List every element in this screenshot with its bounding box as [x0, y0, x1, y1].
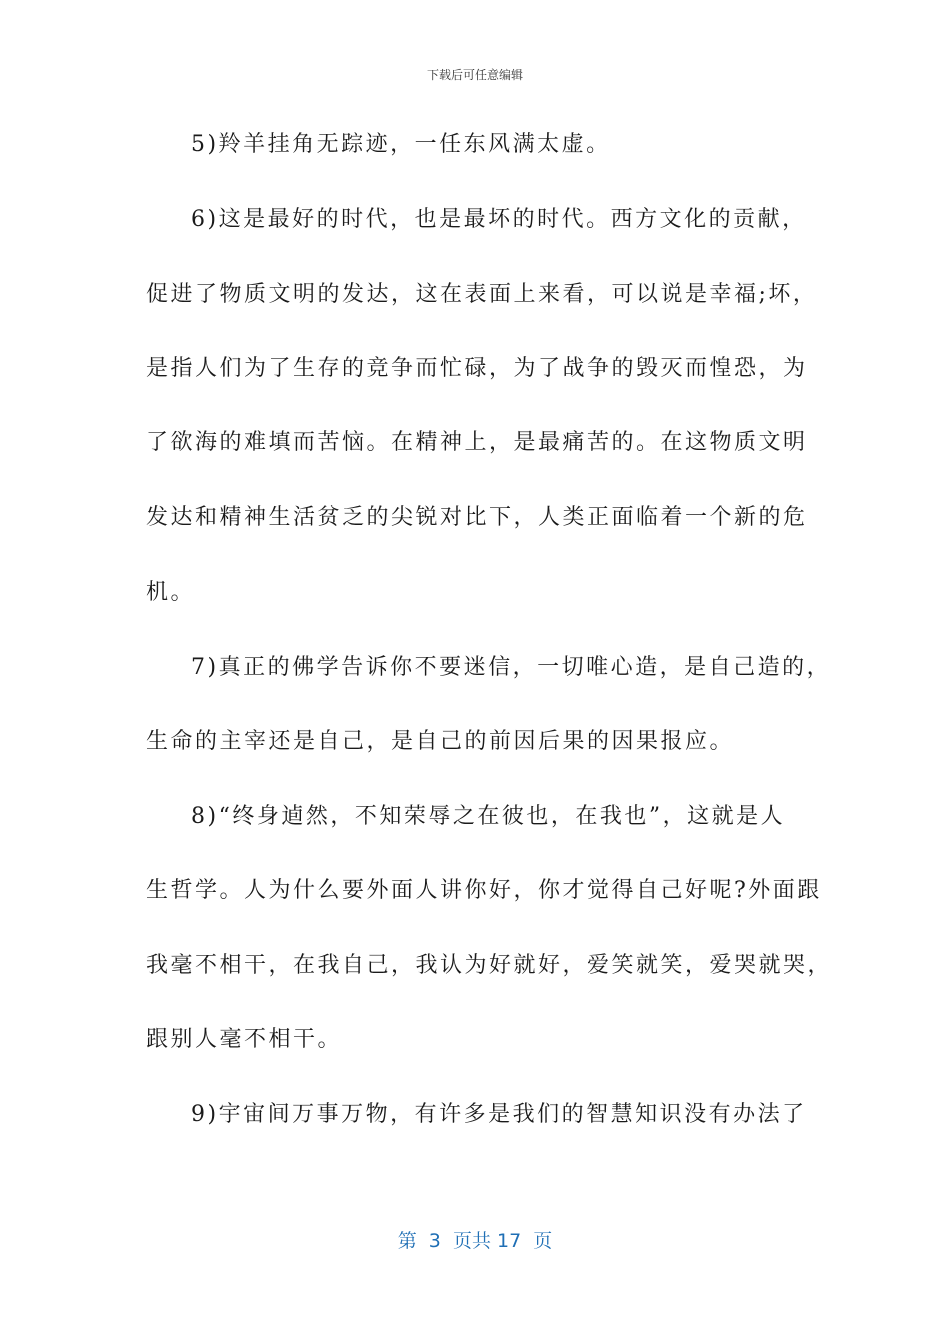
paragraph-6-line-6: 机。 — [146, 580, 196, 605]
paragraph-7-line-1: 7)真正的佛学告诉你不要迷信，一切唯心造，是自己造的， — [191, 655, 832, 680]
paragraph-6-line-3: 是指人们为了生存的竞争而忙碌，为了战争的毁灭而惶恐，为 — [146, 356, 808, 381]
page-header: 下载后可任意编辑 — [426, 68, 523, 82]
paragraph-8-line-1: 8)“终身逌然，不知荣辱之在彼也，在我也”，这就是人 — [191, 804, 786, 829]
paragraph-8-line-2: 生哲学。人为什么要外面人讲你好，你才觉得自己好呢?外面跟 — [146, 878, 822, 903]
paragraph-6-line-1: 6)这是最好的时代，也是最坏的时代。西方文化的贡献， — [191, 207, 807, 232]
paragraph-6-line-2: 促进了物质文明的发达，这在表面上来看，可以说是幸福;坏， — [146, 282, 818, 307]
page-number-footer: 第 3 页共 17 页 — [397, 1230, 553, 1252]
paragraph-8-line-4: 跟别人毫不相干。 — [146, 1027, 343, 1052]
paragraph-7-line-2: 生命的主宰还是自己，是自己的前因后果的因果报应。 — [146, 729, 735, 754]
paragraph-6-line-4: 了欲海的难填而苦恼。在精神上，是最痛苦的。在这物质文明 — [146, 430, 808, 455]
paragraph-6-line-5: 发达和精神生活贫乏的尖锐对比下，人类正面临着一个新的危 — [146, 505, 808, 530]
paragraph-8-line-3: 我毫不相干，在我自己，我认为好就好，爱笑就笑，爱哭就哭， — [146, 953, 833, 978]
paragraph-5-line-1: 5)羚羊挂角无踪迹，一任东风满太虚。 — [191, 132, 611, 157]
paragraph-9-line-1: 9)宇宙间万事万物，有许多是我们的智慧知识没有办法了 — [191, 1102, 807, 1127]
